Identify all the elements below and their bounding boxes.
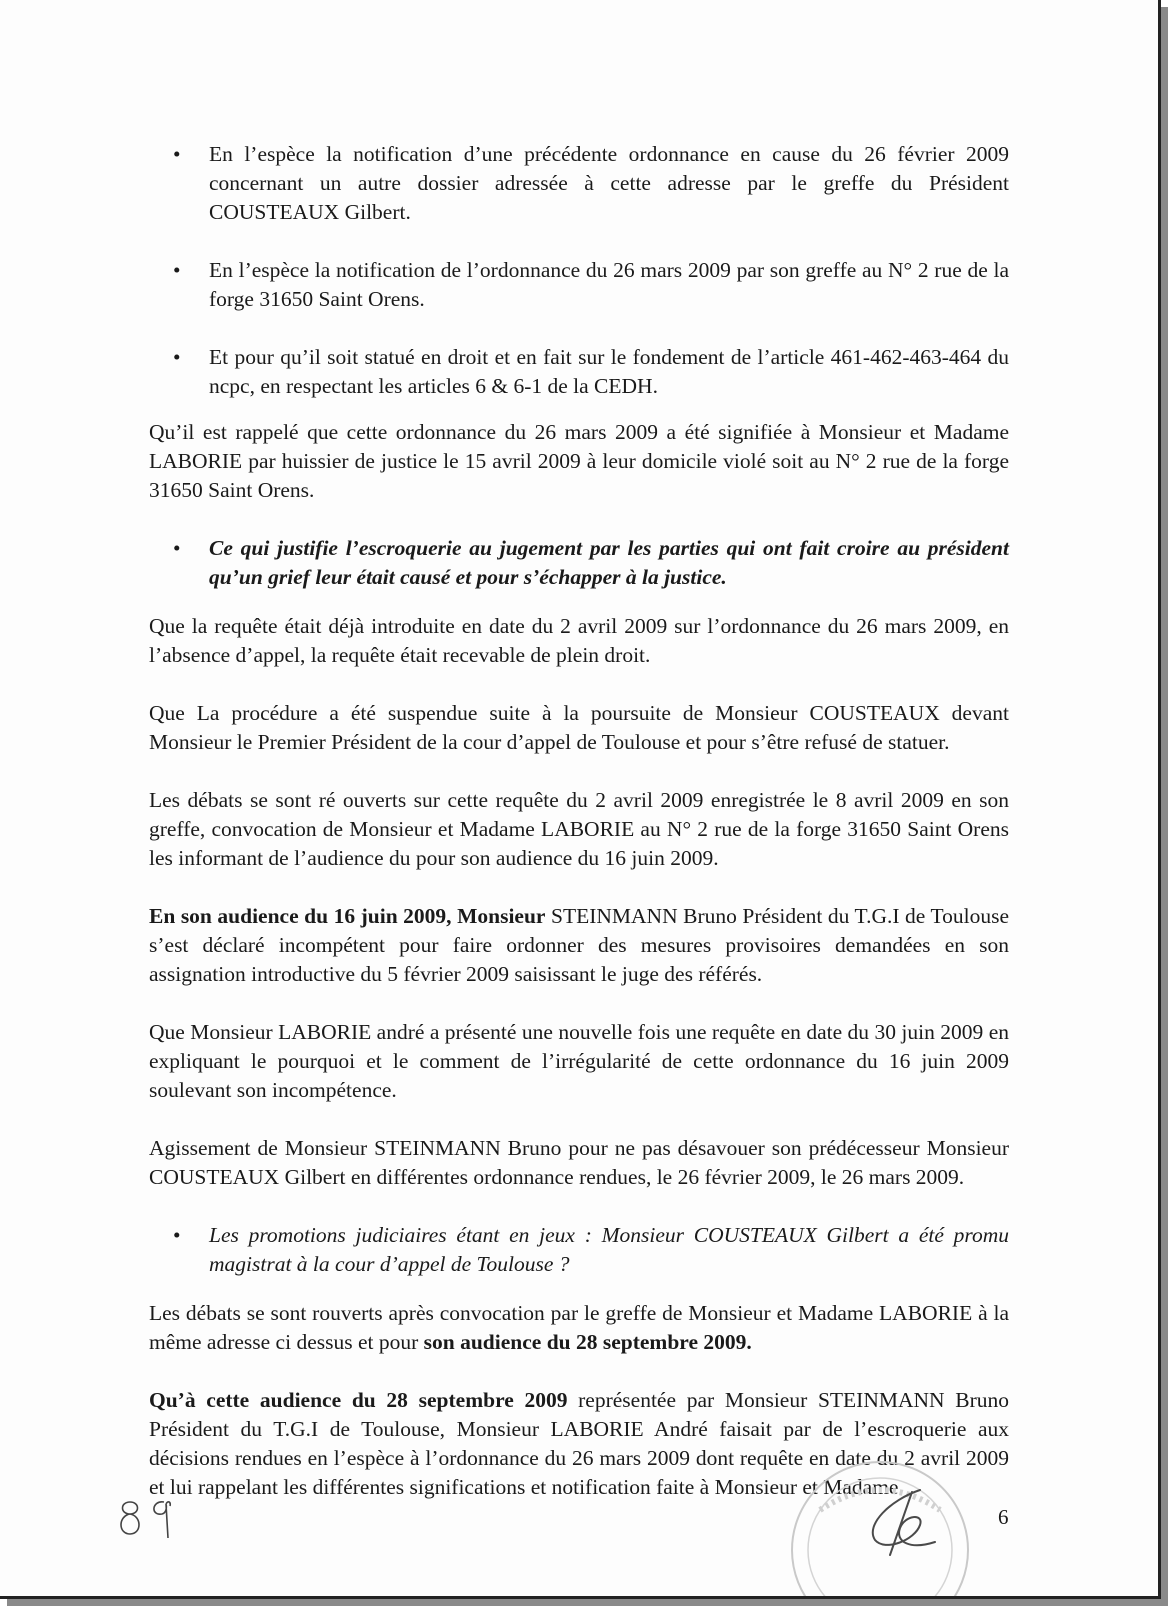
paragraph-nouvelle-requete: Que Monsieur LABORIE andré a présenté une nouvelle fois une requête en date du 30 juin 2009 en expliquant le pourquoi et le comment de l’irrégularité de cette ordonnance du 16 juin 2009 soulevant son incompétence. [149, 1020, 1009, 1102]
bullet-item [149, 343, 1009, 401]
bold-text: son audience du 28 septembre 2009. [423, 1330, 752, 1354]
paragraph-requete: Que la requête était déjà introduite en date du 2 avril 2009 sur l’ordonnance du 26 mars 2009, en l’absence d’appel, la requête était recevable de plein droit. [149, 614, 1009, 667]
signature-icon [860, 1480, 950, 1560]
paragraph-text: représentée par Monsieur STEINMANN Bruno Président du T.G.I de Toulouse, Monsieur LABORIE André faisait par de l’escroquerie aux décisions rendues en l’espèce à l’ordonnance du 26 mars 2009 dont requête en date du 2 avril 2009 et lui rappelant les différentes significations et notification faite à Monsieur et Madame [149, 1388, 1009, 1499]
bullet-text-bold-italic: Ce qui justifie l’escroquerie au jugement par les parties qui ont fait croire au président qu’un grief leur était causé et pour s’échapper à la justice. [209, 536, 1009, 589]
bullet-item-promotions [149, 1221, 1009, 1279]
page-number: 6 [998, 1505, 1009, 1529]
paragraph-text: STEINMANN Bruno Président du T.G.I de Toulouse s’est déclaré incompétent pour faire ordonner des mesures provisoires demandées en son assignation introductive du 5 février 2009 saisissant le juge des référés. [149, 904, 1009, 986]
bullet-item [149, 140, 1009, 227]
bullet-item [149, 256, 1009, 314]
bullet-icon: • [173, 1223, 181, 1247]
paragraph-agissement: Agissement de Monsieur STEINMANN Bruno pour ne pas désavouer son prédécesseur Monsieur COUSTEAUX Gilbert en différentes ordonnance rendues, le 26 février 2009, le 26 mars 2009. [149, 1136, 1009, 1189]
bullet-text: En l’espèce la notification d’une précédente ordonnance en cause du 26 février 2009 concernant un autre dossier adressée à cette adresse par le greffe du Président COUSTEAUX Gilbert. [209, 142, 1009, 224]
paragraph-signification: Qu’il est rappelé que cette ordonnance du 26 mars 2009 a été signifiée à Monsieur et Madame LABORIE par huissier de justice le 15 avril 2009 à leur domicile violé soit au N° 2 rue de la forge 31650 Saint Orens. [149, 420, 1009, 502]
handwritten-page-number [116, 1494, 176, 1544]
paragraph-audience-28-septembre [149, 1299, 1009, 1357]
paragraph-debats-rouverts: Les débats se sont ré ouverts sur cette requête du 2 avril 2009 enregistrée le 8 avril 2009 en son greffe, convocation de Monsieur et Madame LABORIE au N° 2 rue de la forge 31650 Saint Orens les informant de l’audience du pour son audience du 16 juin 2009. [149, 788, 1009, 870]
bullet-text-italic: Les promotions judiciaires étant en jeux : Monsieur COUSTEAUX Gilbert a été promu magistrat à la cour d’appel de Toulouse ? [209, 1223, 1009, 1276]
paragraph-text: Les débats se sont rouverts après convocation par le greffe de Monsieur et Madame LABORIE à la même adresse ci dessus et pour [149, 1301, 1009, 1354]
paragraph-procedure-suspendue: Que La procédure a été suspendue suite à la poursuite de Monsieur COUSTEAUX devant Monsieur le Premier Président de la cour d’appel de Toulouse et pour s’être refusé de statuer. [149, 701, 1009, 754]
bullet-text: Et pour qu’il soit statué en droit et en fait sur le fondement de l’article 461-462-463-464 du ncpc, en respectant les articles 6 & 6-1 de la CEDH. [209, 345, 1009, 398]
paragraph-audience-16-juin [149, 902, 1009, 989]
bullet-text: En l’espèce la notification de l’ordonnance du 26 mars 2009 par son greffe au N° 2 rue de la forge 31650 Saint Orens. [209, 258, 1009, 311]
document-body [149, 140, 1009, 1531]
bold-lead-text: Qu’à cette audience du 28 septembre 2009 [149, 1388, 568, 1412]
bold-lead-text: En son audience du 16 juin 2009, Monsieur [149, 904, 546, 928]
bullet-icon: • [173, 142, 181, 166]
bullet-item-escroquerie [149, 534, 1009, 592]
bullet-icon: • [173, 345, 181, 369]
bullet-icon: • [173, 536, 181, 560]
bullet-icon: • [173, 258, 181, 282]
